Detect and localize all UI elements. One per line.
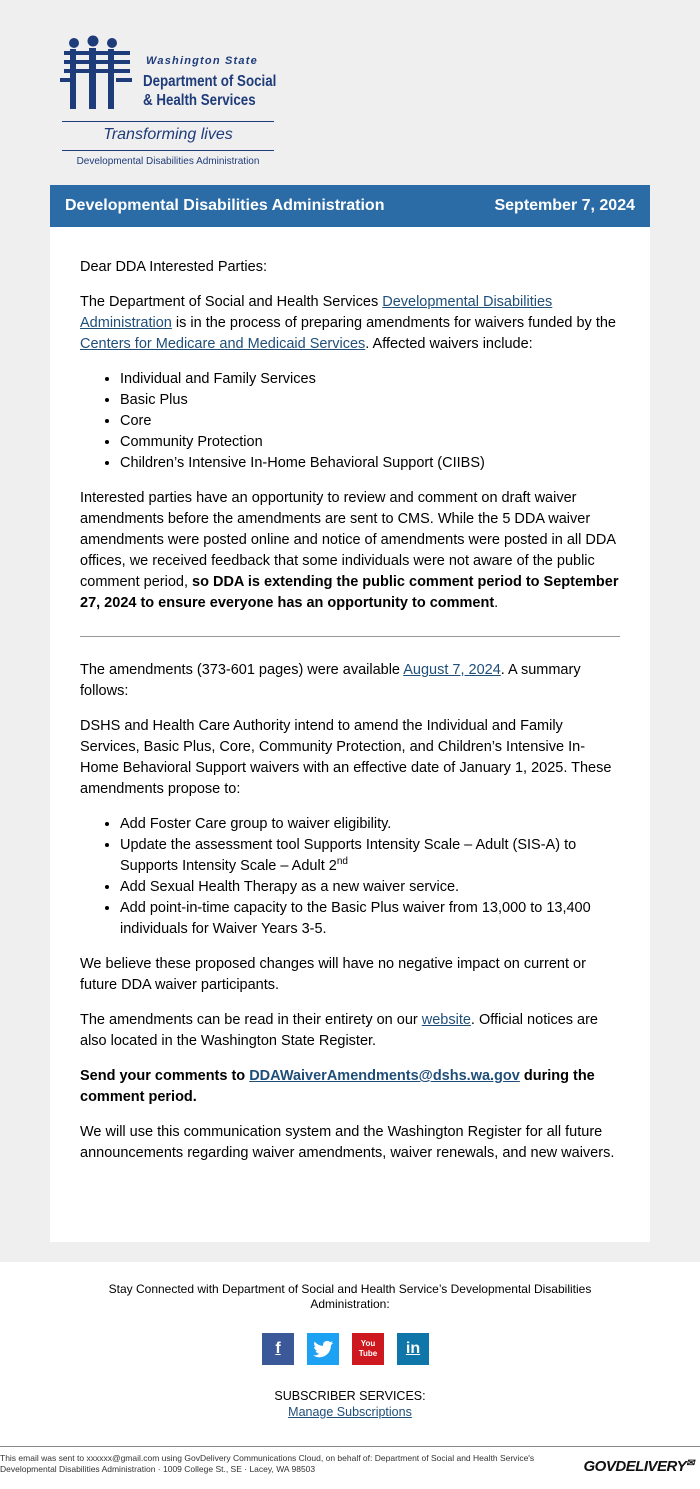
header-banner — [50, 185, 650, 227]
website-link[interactable]: website — [421, 1012, 471, 1028]
waiver-list — [80, 369, 620, 474]
email-content — [50, 227, 650, 1242]
logo-divider — [62, 121, 274, 122]
impact-paragraph: We believe these proposed changes will have no negative impact on current or future DDA waiver participants. — [80, 956, 586, 993]
subscriber-services — [0, 1388, 700, 1420]
extension-paragraph: Interested parties have an opportunity to review and comment on draft waiver amendments before the amendments are sent to CMS. While the 5 DDA waiver amendments were posted online and notice of amendments were posted in all DDA offices, we received feedback that some individuals were not aware of the public comment period, so DDA is extending the public comment period to September 27, 2024 to ensure everyone has an opportunity to comment. — [80, 490, 619, 611]
footer-divider — [0, 1446, 700, 1447]
list-item: • Community Protection — [120, 432, 620, 453]
list-item: • Individual and Family Services — [120, 369, 620, 390]
twitter-icon[interactable] — [307, 1333, 339, 1365]
linkedin-icon[interactable]: in — [397, 1333, 429, 1365]
subscriber-label: SUBSCRIBER SERVICES: — [274, 1389, 426, 1403]
intro-paragraph: The Department of Social and Health Services Developmental Disabilities Administration is in the process of preparing amendments for waivers funded by the Centers for Medicare and Medicaid Services. Affected waivers include: — [80, 294, 616, 352]
email-link[interactable]: DDAWaiverAmendments@dshs.wa.gov — [249, 1068, 520, 1084]
list-item: • Children’s Intensive In-Home Behavioral Support (CIIBS) — [120, 453, 620, 474]
logo-department: Department of Social & Health Services — [143, 73, 277, 109]
amend-paragraph: DSHS and Health Care Authority intend to amend the Individual and Family Services, Basic Plus, Core, Community Protection, and Children’s Intensive In-Home Behavioral Support waivers with an effective date of January 1, 2025. These amendments propose to: — [80, 718, 612, 797]
list-item: • Add Sexual Health Therapy as a new waiver service. — [120, 877, 620, 898]
comments-paragraph: Send your comments to DDAWaiverAmendments@dshs.wa.gov during the comment period. — [80, 1068, 595, 1105]
banner-title: Developmental Disabilities Administration — [65, 197, 385, 214]
govdelivery-logo: GOVDELIVERY✉ — [583, 1458, 694, 1475]
social-links — [262, 1333, 442, 1365]
list-item: • Basic Plus — [120, 390, 620, 411]
august-date-link[interactable]: August 7, 2024 — [403, 662, 501, 678]
closing-paragraph: We will use this communication system and the Washington Register for all future announcements regarding waiver amendments, waiver renewals, and new waivers. — [80, 1124, 615, 1161]
list-item: • Update the assessment tool Supports Intensity Scale – Adult (SIS-A) to Supports Intensity Scale – Adult 2nd — [120, 835, 620, 877]
divider — [80, 636, 620, 637]
envelope-icon: ✉ — [686, 1458, 694, 1469]
dshs-logo — [60, 34, 276, 174]
stay-connected-text: Stay Connected with Department of Social and Health Service’s Developmental Disabilities Administration: — [108, 1282, 592, 1311]
greeting: Dear DDA Interested Parties: — [80, 259, 267, 275]
cms-link[interactable]: Centers for Medicare and Medicaid Services — [80, 336, 366, 352]
website-paragraph: The amendments can be read in their entirety on our website. Official notices are also located in the Washington State Register. — [80, 1012, 598, 1049]
logo-state: Washington State — [146, 55, 258, 67]
banner-date: September 7, 2024 — [494, 197, 635, 214]
list-item: • Add point-in-time capacity to the Basic Plus waiver from 13,000 to 13,400 individuals for Waiver Years 3-5. — [120, 898, 620, 940]
people-logo-icon — [60, 34, 138, 112]
logo-tagline: Transforming lives — [103, 126, 233, 143]
twitter-bird-icon — [313, 1340, 333, 1358]
list-item: • Add Foster Care group to waiver eligibility. — [120, 814, 620, 835]
summary-intro: The amendments (373-601 pages) were available August 7, 2024. A summary follows: — [80, 662, 581, 699]
logo-divider — [62, 150, 274, 151]
manage-subscriptions-link[interactable]: Manage Subscriptions — [288, 1405, 412, 1419]
footer — [0, 1262, 700, 1489]
youtube-icon[interactable]: You Tube — [352, 1333, 384, 1365]
facebook-icon[interactable]: f — [262, 1333, 294, 1365]
footer-disclaimer: This email was sent to xxxxxx@gmail.com using GovDelivery Communications Cloud, on behalf of: Department of Social and Health Service's Developmental Disabilities Administration · 1009 College St., SE · Lacey, WA 98503 — [0, 1453, 535, 1474]
changes-list — [80, 814, 620, 940]
list-item: • Core — [120, 411, 620, 432]
dda-link[interactable]: Developmental Disabilities Administration — [80, 294, 553, 331]
logo-subtitle: Developmental Disabilities Administration — [76, 156, 260, 167]
